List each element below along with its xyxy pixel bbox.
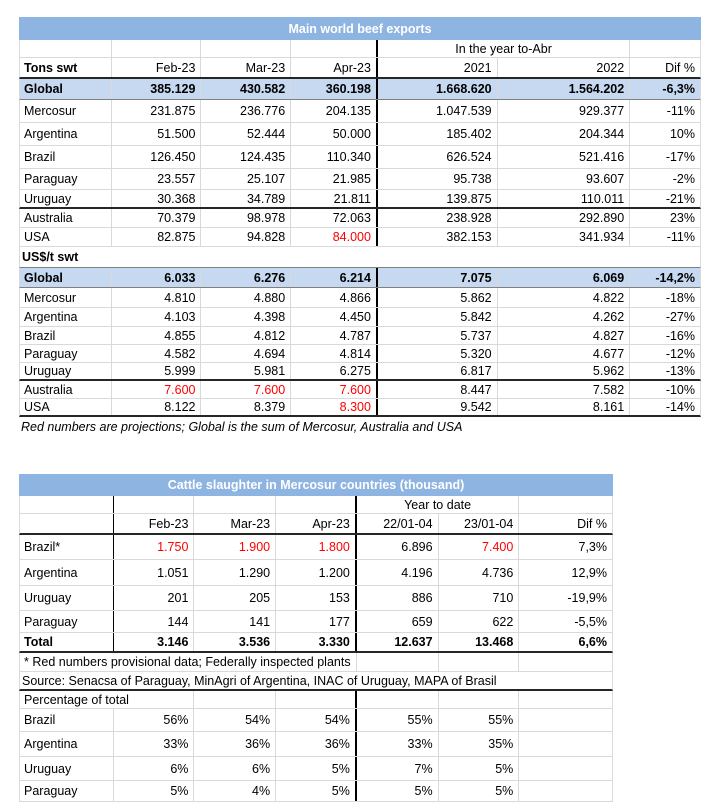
beef-table-title-bar — [19, 17, 701, 40]
table-row — [19, 327, 701, 345]
cattle-source-row — [19, 672, 613, 691]
cell-value: 5% — [276, 757, 357, 780]
empty-cell — [112, 40, 202, 57]
row-label: Uruguay — [20, 586, 114, 610]
column-header: 23/01-04 — [439, 514, 520, 533]
beef-table-title: Main world beef exports — [288, 21, 432, 36]
table-row — [19, 228, 701, 247]
cell-value: 185.402 — [378, 123, 498, 145]
column-header: Feb-23 — [114, 514, 195, 533]
cell-value: 33% — [357, 732, 439, 756]
cell-value: -18% — [665, 290, 695, 305]
cell-value: 4.827 — [498, 327, 631, 344]
table-row — [19, 169, 701, 190]
cell-value: 4.582 — [112, 345, 202, 362]
cattle-footnote: * Red numbers provisional data; Federally inspected plants — [20, 653, 357, 671]
row-label: Brazil — [20, 146, 112, 168]
row-label: Total — [20, 633, 114, 651]
cell-value: 4.787 — [291, 327, 378, 344]
cattle-source: Source: Senacsa of Paraguay, MinAgri of Argentina, INAC of Uruguay, MAPA of Brasil — [22, 673, 497, 688]
cell-value: 36% — [194, 732, 276, 756]
cell-value: 5% — [439, 757, 520, 780]
cell-value: -19,9% — [567, 591, 607, 605]
row-label: Uruguay — [20, 363, 112, 379]
cell-value: 6.817 — [378, 363, 498, 379]
row-label: Paraguay — [20, 781, 114, 801]
cell-value: 56% — [114, 709, 195, 731]
cell-value: 12.637 — [357, 633, 439, 651]
column-header: Feb-23 — [112, 58, 202, 77]
table-row — [19, 363, 701, 381]
row-label: Australia — [20, 381, 112, 398]
table-row — [19, 781, 613, 802]
table-row — [19, 146, 701, 169]
cell-value: 6% — [114, 757, 195, 780]
cell-value: 929.377 — [498, 100, 631, 122]
column-header: 2021 — [378, 58, 498, 77]
cell-value: 7.600 — [291, 381, 378, 398]
cell-value: 4.822 — [498, 288, 631, 307]
cell-value: 8.122 — [112, 399, 202, 415]
cell-value: -11% — [666, 104, 695, 118]
table-row — [19, 190, 701, 209]
table-row — [19, 757, 613, 781]
cell-value: 98.978 — [201, 209, 291, 227]
cell-value: 93.607 — [498, 169, 631, 189]
cell-value: 5.842 — [378, 308, 498, 326]
cell-value: 1.564.202 — [498, 79, 631, 99]
column-header: 22/01-04 — [357, 514, 439, 533]
cell-value: 7.600 — [201, 381, 291, 398]
empty-cell — [276, 691, 357, 708]
cell-value: 3.330 — [276, 633, 357, 651]
cell-value: 3.536 — [194, 633, 276, 651]
cell-value — [519, 781, 612, 801]
cell-value: 5.962 — [498, 363, 631, 379]
cell-value: 21.811 — [291, 190, 378, 207]
cell-value: 95.738 — [378, 169, 498, 189]
table-row — [19, 308, 701, 327]
row-label: Global — [20, 79, 112, 99]
cell-value: 238.928 — [378, 209, 498, 227]
table-row — [19, 732, 613, 757]
row-label: Global — [20, 268, 112, 287]
cell-value — [519, 757, 612, 780]
column-header: Dif % — [665, 60, 695, 75]
cell-value: 5% — [439, 781, 520, 801]
cell-value: 4.814 — [291, 345, 378, 362]
cell-value: 4.736 — [439, 560, 520, 585]
column-header: Tons swt — [20, 58, 112, 77]
cell-value: 236.776 — [201, 100, 291, 122]
beef-exports-table — [19, 17, 701, 436]
cell-value: 4.262 — [498, 308, 631, 326]
cell-value: 4.855 — [112, 327, 202, 344]
cattle-ytd-span-row — [19, 496, 613, 514]
cell-value: 1.900 — [194, 535, 276, 559]
cell-value: 7.582 — [498, 381, 631, 398]
cell-value: 4.694 — [201, 345, 291, 362]
cell-value: 5.862 — [378, 288, 498, 307]
row-label: Argentina — [20, 560, 114, 585]
cell-value: 292.890 — [498, 209, 631, 227]
cell-value: 5.999 — [112, 363, 202, 379]
row-label: Argentina — [20, 732, 114, 756]
cell-value: 886 — [357, 586, 439, 610]
beef-header-row — [19, 58, 701, 79]
cell-value: 70.379 — [112, 209, 202, 227]
cell-value: 110.340 — [291, 146, 378, 168]
cell-value — [519, 732, 612, 756]
cattle-slaughter-table — [19, 474, 613, 802]
price-section-label: US$/t swt — [22, 250, 79, 264]
cell-value: -21% — [665, 191, 695, 206]
cell-value: 55% — [439, 709, 520, 731]
table-row-global-price — [19, 268, 701, 288]
table-row — [19, 560, 613, 586]
cell-value: -17% — [665, 150, 695, 164]
cell-value: 3.146 — [114, 633, 195, 651]
cell-value: 33% — [114, 732, 195, 756]
cell-value: 430.582 — [201, 79, 291, 99]
cell-value: 35% — [439, 732, 520, 756]
cell-value: 139.875 — [378, 190, 498, 207]
cell-value: 382.153 — [378, 228, 498, 246]
cell-value: 50.000 — [291, 123, 378, 145]
cell-value: 5.981 — [201, 363, 291, 379]
column-header: Mar-23 — [194, 514, 276, 533]
cell-value: 72.063 — [291, 209, 378, 227]
cell-value: 385.129 — [112, 79, 202, 99]
table-row — [19, 345, 701, 363]
empty-cell — [20, 496, 114, 513]
row-label: Brazil* — [20, 535, 114, 559]
row-label: Argentina — [20, 308, 112, 326]
row-label: Mercosur — [20, 100, 112, 122]
cell-value: 51.500 — [112, 123, 202, 145]
cell-value: -14,2% — [655, 270, 695, 285]
cell-value: 7% — [357, 757, 439, 780]
price-section-row — [19, 247, 701, 268]
table-row-global-tons — [19, 79, 701, 100]
cell-value: 4.450 — [291, 308, 378, 326]
cell-value: 8.379 — [201, 399, 291, 415]
cell-value: 153 — [276, 586, 357, 610]
cell-value: 710 — [439, 586, 520, 610]
cell-value: 341.934 — [498, 228, 631, 246]
cell-value: 21.985 — [291, 169, 378, 189]
row-label: Brazil — [20, 327, 112, 344]
column-header: Apr-23 — [291, 58, 378, 77]
row-label: Brazil — [20, 709, 114, 731]
cell-value: 12,9% — [571, 565, 607, 580]
cell-value: 36% — [276, 732, 357, 756]
empty-cell — [439, 691, 520, 708]
cell-value: 23% — [669, 211, 695, 225]
cattle-ytd-span-label: Year to date — [357, 496, 519, 513]
cell-value: 1.750 — [114, 535, 195, 559]
cell-value: 4.677 — [498, 345, 631, 362]
cell-value: 4.880 — [201, 288, 291, 307]
row-label: Paraguay — [20, 611, 114, 632]
table-row — [19, 535, 613, 560]
cell-value: 1.200 — [276, 560, 357, 585]
table-row — [19, 381, 701, 399]
cell-value: 4.866 — [291, 288, 378, 307]
cell-value: 124.435 — [201, 146, 291, 168]
cell-value: 55% — [357, 709, 439, 731]
table-row — [19, 611, 613, 633]
cell-value: 204.135 — [291, 100, 378, 122]
empty-cell — [276, 496, 357, 513]
cell-value: -27% — [665, 310, 695, 324]
empty-cell — [194, 691, 276, 708]
cell-value: 4.196 — [357, 560, 439, 585]
empty-cell — [519, 653, 612, 671]
cell-value: 1.800 — [276, 535, 357, 559]
percentage-section-row — [19, 691, 613, 709]
cell-value: 205 — [194, 586, 276, 610]
cell-value — [519, 709, 612, 731]
cell-value: 6.214 — [291, 268, 378, 287]
cell-value: 30.368 — [112, 190, 202, 207]
cell-value: 5.320 — [378, 345, 498, 362]
empty-cell — [114, 496, 195, 513]
row-label: Australia — [20, 209, 112, 227]
cell-value: 8.300 — [291, 399, 378, 415]
cell-value: 7,3% — [578, 540, 607, 554]
cell-value: 1.051 — [114, 560, 195, 585]
cell-value: -16% — [665, 328, 695, 343]
cattle-footnote-row — [19, 653, 613, 672]
column-header: 2022 — [498, 58, 631, 77]
cell-value: 5% — [357, 781, 439, 801]
table-row — [19, 586, 613, 611]
percentage-section-label: Percentage of total — [20, 691, 194, 708]
cell-value: 6.033 — [112, 268, 202, 287]
empty-cell — [194, 496, 276, 513]
cell-value: 6.896 — [357, 535, 439, 559]
cell-value: 521.416 — [498, 146, 631, 168]
cell-value: 6.276 — [201, 268, 291, 287]
cell-value: 7.075 — [378, 268, 498, 287]
cell-value: 6% — [194, 757, 276, 780]
cell-value: 34.789 — [201, 190, 291, 207]
column-header: Mar-23 — [201, 58, 291, 77]
cell-value: 4.810 — [112, 288, 202, 307]
table-row — [19, 399, 701, 417]
table-row — [19, 288, 701, 308]
empty-cell — [20, 40, 112, 57]
cell-value: 360.198 — [291, 79, 378, 99]
empty-cell — [357, 691, 439, 708]
cell-value: 1.047.539 — [378, 100, 498, 122]
cell-value: 5% — [276, 781, 357, 801]
cell-value: 23.557 — [112, 169, 202, 189]
cell-value: 5.737 — [378, 327, 498, 344]
empty-cell — [439, 653, 520, 671]
table-row — [19, 209, 701, 228]
row-label: Paraguay — [20, 345, 112, 362]
column-header: Apr-23 — [276, 514, 357, 533]
cell-value: 4% — [194, 781, 276, 801]
cell-value: 231.875 — [112, 100, 202, 122]
column-header: Dif % — [577, 516, 607, 531]
cell-value: -10% — [665, 382, 695, 397]
cell-value: 10% — [669, 127, 695, 141]
row-label: USA — [20, 399, 112, 415]
cell-value: 52.444 — [201, 123, 291, 145]
cell-value: 141 — [194, 611, 276, 632]
cell-value: 126.450 — [112, 146, 202, 168]
cell-value: -14% — [665, 400, 695, 414]
cell-value: 54% — [276, 709, 357, 731]
cell-value: 626.524 — [378, 146, 498, 168]
cell-value: 1.668.620 — [378, 79, 498, 99]
cell-value: 13.468 — [439, 633, 520, 651]
empty-cell — [201, 40, 291, 57]
beef-footnote: Red numbers are projections; Global is the sum of Mercosur, Australia and USA — [21, 419, 463, 434]
cell-value: -5,5% — [574, 614, 607, 629]
empty-cell — [630, 40, 700, 57]
beef-ytd-span-row — [19, 40, 701, 58]
row-label: Mercosur — [20, 288, 112, 307]
cell-value: 144 — [114, 611, 195, 632]
cell-value: 8.161 — [498, 399, 631, 415]
column-header — [20, 514, 114, 533]
cell-value: 5% — [114, 781, 195, 801]
cell-value: 659 — [357, 611, 439, 632]
cattle-header-row — [19, 514, 613, 535]
beef-footnote-row — [19, 417, 701, 436]
cell-value: 4.103 — [112, 308, 202, 326]
cell-value: -12% — [665, 346, 695, 361]
row-label: Argentina — [20, 123, 112, 145]
cell-value: 6.275 — [291, 363, 378, 379]
cell-value: 9.542 — [378, 399, 498, 415]
cell-value: 25.107 — [201, 169, 291, 189]
cell-value: -11% — [666, 230, 695, 244]
row-label: USA — [20, 228, 112, 246]
cell-value: 7.600 — [112, 381, 202, 398]
row-label: Paraguay — [20, 169, 112, 189]
cell-value: 622 — [439, 611, 520, 632]
cell-value: -13% — [665, 364, 695, 378]
empty-cell — [291, 40, 378, 57]
cell-value: 201 — [114, 586, 195, 610]
cell-value: 94.828 — [201, 228, 291, 246]
cattle-table-title-bar — [19, 474, 613, 496]
cell-value: 82.875 — [112, 228, 202, 246]
cell-value: 177 — [276, 611, 357, 632]
cell-value: 110.011 — [498, 190, 631, 207]
table-row — [19, 123, 701, 146]
cell-value: 8.447 — [378, 381, 498, 398]
empty-cell — [519, 496, 612, 513]
row-label: Uruguay — [20, 757, 114, 780]
cell-value: -2% — [672, 172, 695, 186]
beef-ytd-span-label: In the year to-Abr — [378, 40, 630, 57]
cell-value: 84.000 — [291, 228, 378, 246]
cell-value: 4.398 — [201, 308, 291, 326]
row-label: Uruguay — [20, 190, 112, 207]
cell-value: 4.812 — [201, 327, 291, 344]
cell-value: 6.069 — [498, 268, 631, 287]
cell-value: 6,6% — [578, 635, 607, 649]
cell-value: 7.400 — [439, 535, 520, 559]
table-row-total — [19, 633, 613, 653]
cell-value: 54% — [194, 709, 276, 731]
cell-value: 204.344 — [498, 123, 631, 145]
cell-value: -6,3% — [662, 82, 695, 96]
empty-cell — [357, 653, 439, 671]
table-row — [19, 100, 701, 123]
table-row — [19, 709, 613, 732]
empty-cell — [519, 691, 612, 708]
cell-value: 1.290 — [194, 560, 276, 585]
cattle-table-title: Cattle slaughter in Mercosur countries (thousand) — [167, 478, 465, 492]
